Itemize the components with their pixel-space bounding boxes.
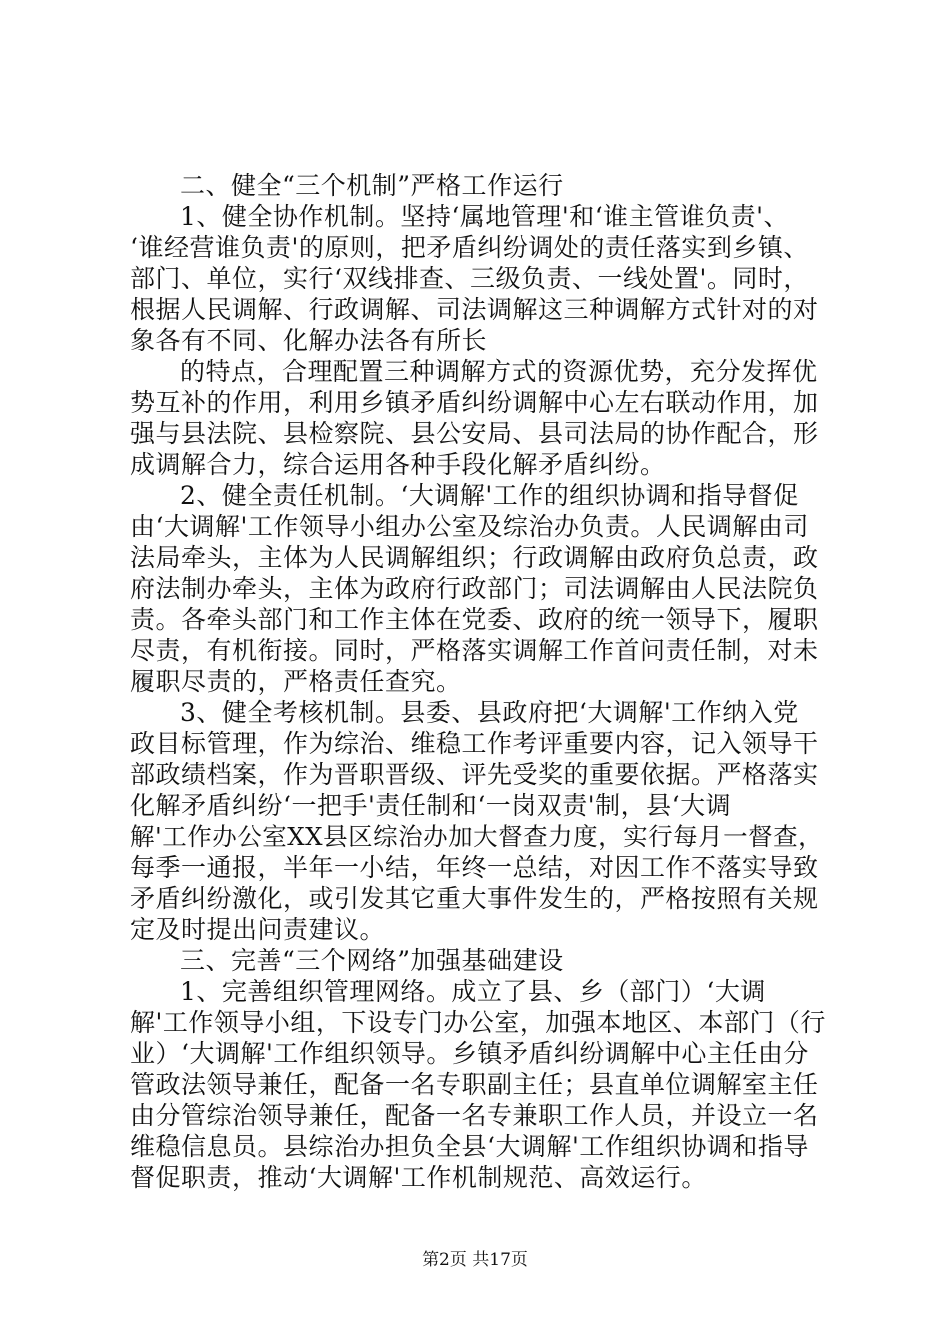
text-line: 势互补的作用，利用乡镇矛盾纠纷调解中心左右联动作用，加 (130, 388, 819, 417)
text-line: 强与县法院、县检察院、县公安局、县司法局的协作配合，形 (130, 419, 819, 448)
text-line: 每季一通报，半年一小结，年终一总结，对因工作不落实导致 (130, 853, 819, 882)
text-line: 3、健全考核机制。县委、县政府把‘大调解'工作纳入党 (180, 698, 799, 727)
document-body (130, 170, 830, 1193)
text-line: 成调解合力，综合运用各种手段化解矛盾纠纷。 (130, 450, 666, 479)
text-line: 二、健全“三个机制”严格工作运行 (180, 171, 564, 200)
page-number-label: 第2页 共17页 (422, 1250, 528, 1270)
text-line: 定及时提出问责建议。 (130, 915, 386, 944)
text-line: 解'工作领导小组，下设专门办公室，加强本地区、本部门（行 (130, 1008, 826, 1037)
text-line: 部门、单位，实行‘双线排查、三级负责、一线处置'。同时， (130, 264, 809, 293)
text-line: 象各有不同、化解办法各有所长 (130, 326, 488, 355)
text-line: 部政绩档案，作为晋职晋级、评先受奖的重要依据。严格落实 (130, 760, 819, 789)
text-line: 解'工作办公室XX县区综治办加大督查力度，实行每月一督查， (130, 822, 824, 851)
text-line: 由‘大调解'工作领导小组办公室及综治办负责。人民调解由司 (130, 512, 809, 541)
text-line: 化解矛盾纠纷‘一把手'责任制和‘一岗双责'制，县‘大调 (130, 791, 732, 820)
text-line: 法局牵头，主体为人民调解组织；行政调解由政府负总责，政 (130, 543, 819, 572)
text-line: 责。各牵头部门和工作主体在党委、政府的统一领导下，履职 (130, 605, 819, 634)
text-line: 2、健全责任机制。‘大调解'工作的组织协调和指导督促 (180, 481, 799, 510)
text-line: ‘谁经营谁负责'的原则，把矛盾纠纷调处的责任落实到乡镇、 (130, 233, 809, 262)
text-line: 的特点，合理配置三种调解方式的资源优势，充分发挥优 (180, 357, 818, 386)
text-line: 1、完善组织管理网络。成立了县、乡（部门）‘大调 (180, 977, 766, 1006)
text-line: 根据人民调解、行政调解、司法调解这三种调解方式针对的对 (130, 295, 819, 324)
text-line: 由分管综治领导兼任，配备一名专兼职工作人员，并设立一名 (130, 1101, 819, 1130)
page-footer (0, 1245, 950, 1270)
text-line: 业）‘大调解'工作组织领导。乡镇矛盾纠纷调解中心主任由分 (130, 1039, 809, 1068)
text-line: 履职尽责的，严格责任查究。 (130, 667, 462, 696)
text-line: 管政法领导兼任，配备一名专职副主任；县直单位调解室主任 (130, 1070, 819, 1099)
text-line: 维稳信息员。县综治办担负全县‘大调解'工作组织协调和指导 (130, 1132, 809, 1161)
text-line: 府法制办牵头，主体为政府行政部门；司法调解由人民法院负 (130, 574, 819, 603)
text-line: 尽责，有机衔接。同时，严格落实调解工作首问责任制，对未 (130, 636, 819, 665)
text-line: 三、完善“三个网络”加强基础建设 (180, 946, 564, 975)
text-line: 1、健全协作机制。坚持‘属地管理'和‘谁主管谁负责'、 (180, 202, 790, 231)
text-line: 政目标管理，作为综治、维稳工作考评重要内容，记入领导干 (130, 729, 819, 758)
text-line: 矛盾纠纷激化，或引发其它重大事件发生的，严格按照有关规 (130, 884, 819, 913)
text-line: 督促职责，推动‘大调解'工作机制规范、高效运行。 (130, 1163, 707, 1192)
